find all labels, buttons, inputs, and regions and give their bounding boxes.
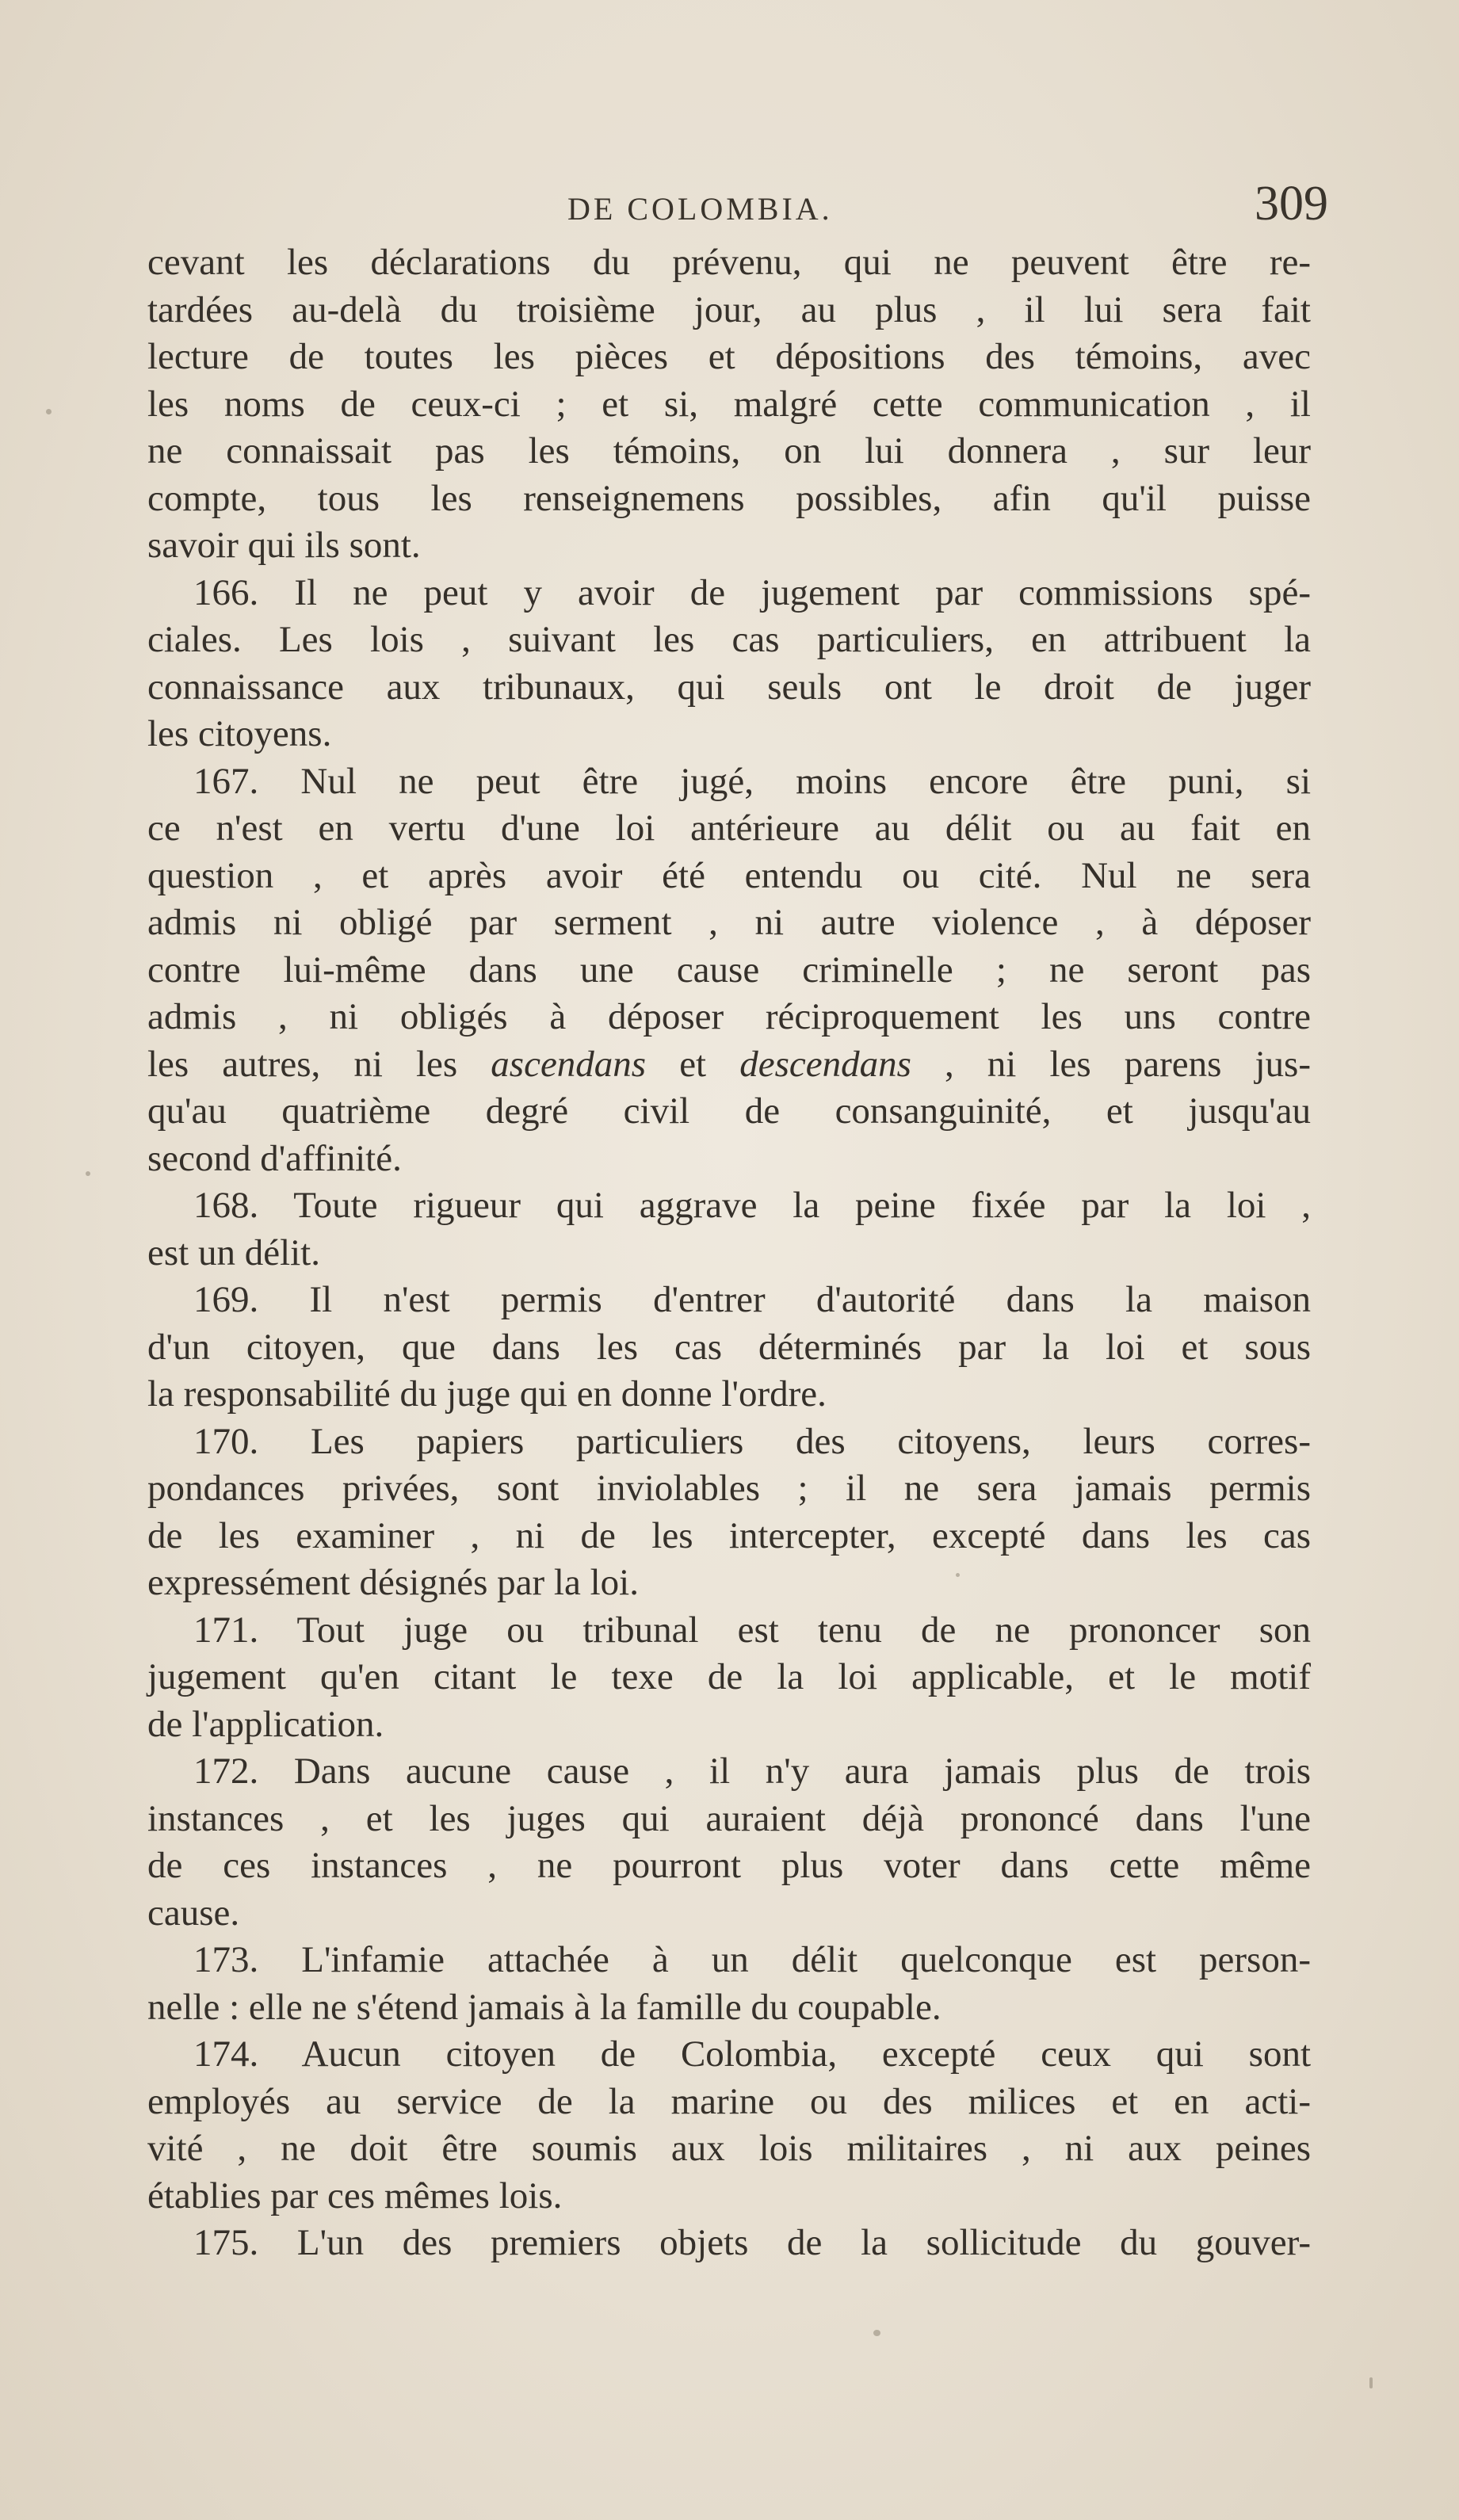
text-segment: admis ni obligé par serment , ni autre violence , à déposer: [147, 902, 1311, 943]
text-segment: savoir qui ils sont.: [147, 525, 421, 566]
text-segment: 171. Tout juge ou tribunal est tenu de ne prononcer son: [193, 1609, 1311, 1651]
text-line: [147, 1088, 1311, 1136]
text-segment: ne connaissait pas les témoins, on lui donnera , sur leur: [147, 430, 1311, 472]
text-segment: lecture de toutes les pièces et dépositions des témoins, avec: [147, 336, 1311, 377]
text-segment: pondances privées, sont inviolables ; il ne sera jamais permis: [147, 1468, 1311, 1509]
text-line: [147, 899, 1311, 947]
text-segment: 175. L'un des premiers objets de la sollicitude du gouver-: [193, 2222, 1311, 2263]
text-line: [147, 1701, 1311, 1749]
body-text: [147, 239, 1311, 2267]
text-line: [147, 381, 1311, 429]
page-header: [147, 176, 1328, 231]
text-line: [147, 758, 1311, 806]
text-line: [147, 2031, 1311, 2079]
text-line: [147, 428, 1311, 475]
text-segment: les noms de ceux-ci ; et si, malgré cette communication , il: [147, 383, 1311, 425]
text-segment: jugement qu'en citant le texe de la loi applicable, et le motif: [147, 1656, 1311, 1697]
text-line: [147, 475, 1311, 523]
text-segment: 170. Les papiers particuliers des citoyens, leurs corres-: [193, 1420, 1311, 1462]
text-segment: est un délit.: [147, 1231, 320, 1273]
text-segment: compte, tous les renseignemens possibles, afin qu'il puisse: [147, 477, 1311, 519]
text-line: [147, 1796, 1311, 1843]
text-segment: 174. Aucun citoyen de Colombia, excepté ceux qui sont: [193, 2033, 1311, 2075]
text-line: [147, 2220, 1311, 2267]
text-segment: ciales. Les lois , suivant les cas particuliers, en attribuent la: [147, 619, 1311, 660]
text-line: [147, 1182, 1311, 1230]
text-segment: 168. Toute rigueur qui aggrave la peine fixée par la loi ,: [193, 1185, 1311, 1226]
text-segment: instances , et les juges qui auraient déjà prononcé dans l'une: [147, 1797, 1311, 1839]
text-line: [147, 1984, 1311, 2032]
text-segment: les citoyens.: [147, 713, 332, 754]
text-line: [147, 287, 1311, 334]
text-line: [147, 1418, 1311, 1466]
text-line: [147, 1230, 1311, 1277]
text-line: [147, 1748, 1311, 1796]
text-segment: la responsabilité du juge qui en donne l'ordre.: [147, 1373, 827, 1415]
page-number: 309: [1255, 177, 1328, 231]
text-segment: ce n'est en vertu d'une loi antérieure au délit ou au fait en: [147, 808, 1311, 849]
text-segment: nelle : elle ne s'étend jamais à la famille du coupable.: [147, 1986, 941, 2028]
text-line: [147, 1277, 1311, 1324]
text-segment: les autres, ni les: [147, 1043, 491, 1085]
text-line: [147, 2125, 1311, 2173]
text-segment: 166. Il ne peut y avoir de jugement par commissions spé-: [193, 571, 1311, 613]
text-segment: 167. Nul ne peut être jugé, moins encore être puni, si: [193, 760, 1311, 802]
text-segment: question , et après avoir été entendu ou cité. Nul ne sera: [147, 854, 1311, 896]
text-line: [147, 570, 1311, 617]
text-segment: 169. Il n'est permis d'entrer d'autorité dans la maison: [193, 1279, 1311, 1320]
text-segment: qu'au quatrième degré civil de consanguinité, et jusqu'au: [147, 1090, 1311, 1132]
text-line: [147, 1937, 1311, 1984]
text-line: [147, 617, 1311, 664]
text-line: [147, 1371, 1311, 1418]
text-line: [147, 1842, 1311, 1890]
text-line: [147, 1136, 1311, 1183]
text-segment: 173. L'infamie attachée à un délit quelconque est person-: [193, 1939, 1311, 1980]
text-segment: , ni les parens jus-: [911, 1043, 1311, 1085]
text-segment: établies par ces mêmes lois.: [147, 2174, 563, 2216]
text-segment: employés au service de la marine ou des milices et en acti-: [147, 2080, 1311, 2122]
text-line: [147, 2079, 1311, 2126]
text-segment: 172. Dans aucune cause , il n'y aura jamais plus de trois: [193, 1751, 1311, 1792]
text-line: [147, 711, 1311, 758]
text-segment: tardées au-delà du troisième jour, au plus , il lui sera fait: [147, 288, 1311, 330]
text-line: [147, 947, 1311, 995]
paper-speck: [86, 1171, 90, 1176]
text-segment: admis , ni obligés à déposer réciproquement les uns contre: [147, 996, 1311, 1037]
italic-term: descendans: [739, 1043, 911, 1085]
text-line: [147, 1560, 1311, 1607]
text-segment: de l'application.: [147, 1703, 384, 1745]
text-line: [147, 1041, 1311, 1089]
text-segment: cause.: [147, 1892, 240, 1934]
italic-term: ascendans: [491, 1043, 647, 1085]
text-line: [147, 853, 1311, 900]
paper-speck: [1369, 2377, 1373, 2388]
text-line: [147, 1654, 1311, 1701]
text-line: [147, 334, 1311, 381]
text-segment: expressément désignés par la loi.: [147, 1562, 639, 1603]
text-segment: contre lui-même dans une cause criminelle ; ne seront pas: [147, 949, 1311, 991]
text-line: [147, 1513, 1311, 1560]
text-segment: cevant les déclarations du prévenu, qui ne peuvent être re-: [147, 242, 1311, 283]
text-line: [147, 1607, 1311, 1655]
running-title: DE COLOMBIA.: [567, 191, 833, 227]
text-line: [147, 2173, 1311, 2220]
text-segment: d'un citoyen, que dans les cas déterminés par la loi et sous: [147, 1326, 1311, 1368]
paper-speck: [956, 1573, 960, 1577]
text-line: [147, 994, 1311, 1041]
text-line: [147, 805, 1311, 853]
text-line: [147, 1465, 1311, 1513]
text-segment: de ces instances , ne pourront plus voter dans cette même: [147, 1845, 1311, 1886]
paper-speck: [873, 2330, 880, 2336]
text-line: [147, 1324, 1311, 1372]
text-line: [147, 1890, 1311, 1938]
text-line: [147, 239, 1311, 287]
text-segment: de les examiner , ni de les intercepter, excepté dans les cas: [147, 1514, 1311, 1556]
text-segment: et: [646, 1043, 740, 1085]
text-segment: second d'affinité.: [147, 1137, 402, 1179]
text-segment: vité , ne doit être soumis aux lois militaires , ni aux peines: [147, 2128, 1311, 2169]
text-segment: connaissance aux tribunaux, qui seuls ont le droit de juger: [147, 666, 1311, 708]
text-line: [147, 522, 1311, 570]
text-line: [147, 664, 1311, 712]
paper-speck: [46, 409, 52, 414]
